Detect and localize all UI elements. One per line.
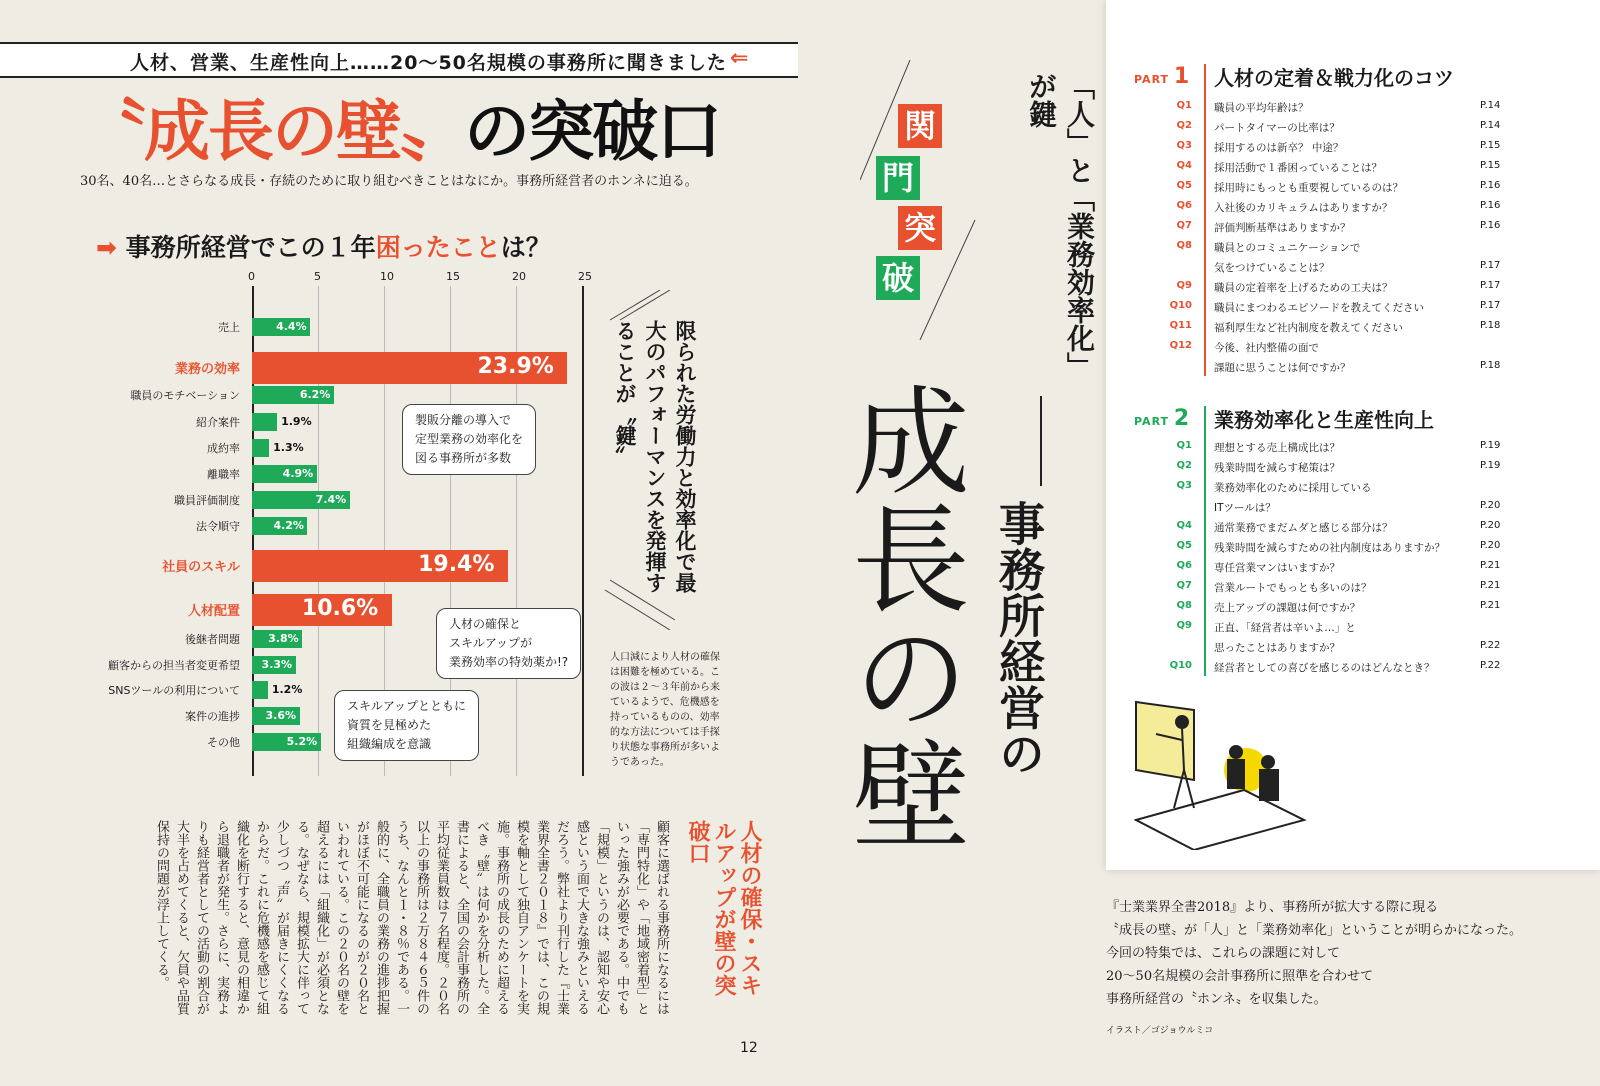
- tick-label: 20: [512, 270, 526, 283]
- question-number: Q4: [1176, 520, 1192, 531]
- bubble-line: 人材の確保と: [449, 617, 522, 631]
- question-number: Q1: [1176, 100, 1192, 111]
- question-page: P.16: [1480, 180, 1501, 191]
- question-page: P.16: [1480, 220, 1501, 231]
- question-text: 気をつけていることは？: [1214, 262, 1330, 274]
- question-page: P.18: [1480, 360, 1501, 371]
- part-number: 2: [1173, 406, 1191, 431]
- section-heading: 人材の確保・スキルアップが壁の突破口: [685, 820, 762, 996]
- summary-line: 20～50名規模の会計事務所に照準を合わせて: [1106, 969, 1374, 984]
- tick-label: 15: [446, 270, 460, 283]
- bubble-line: 製販分離の導入で: [415, 413, 512, 427]
- bar-label: 後継者問題: [185, 633, 240, 646]
- part-tag: [1134, 406, 1190, 431]
- dash-line: [1040, 396, 1042, 486]
- bar-label: 離職率: [207, 468, 240, 481]
- question-page: P.21: [1480, 600, 1501, 611]
- question-text: 売上アップの課題は何ですか？: [1214, 602, 1361, 614]
- mid-note: 人口減により人材の確保は困難を極めている。この波は２～３年前から来ているようで、危機感を持っているものの、効率的な方法については手探り状態な事務所が多いようであった。: [610, 652, 720, 768]
- chart-heading: [96, 228, 551, 264]
- question-number: Q10: [1169, 300, 1192, 311]
- chart-heading-prefix: 事務所経営でこの１年: [125, 233, 376, 262]
- question-page: P.16: [1480, 200, 1501, 211]
- summary-line: 今回の特集では、これらの課題に対して: [1106, 946, 1341, 961]
- question-text: 採用するのは新卒？ 中途？: [1214, 142, 1344, 154]
- chart-heading-suffix: は？: [500, 233, 551, 262]
- question-page: P.14: [1480, 100, 1501, 111]
- bar-value-label: 1.9%: [281, 415, 312, 428]
- bar-label: 成約率: [207, 442, 240, 455]
- bar: [252, 681, 268, 699]
- part-rule: [1204, 406, 1206, 676]
- question-page: P.17: [1480, 260, 1501, 271]
- question-number: Q6: [1176, 560, 1192, 571]
- question-number: Q7: [1176, 580, 1192, 591]
- question-text: 残業時間を減らす秘策は？: [1214, 462, 1340, 474]
- question-page: P.15: [1480, 160, 1501, 171]
- question-page: P.21: [1480, 560, 1501, 571]
- question-text: 評価判断基準はありますか？: [1214, 222, 1351, 234]
- question-page: P.20: [1480, 500, 1501, 511]
- question-number: Q12: [1169, 340, 1192, 351]
- kanmon-char-3: 突: [898, 206, 942, 250]
- question-text: 今後、社内整備の面で: [1214, 342, 1319, 354]
- question-number: Q9: [1176, 280, 1192, 291]
- question-number: Q3: [1176, 480, 1192, 491]
- banner-text: 人材、営業、生産性向上……20～50名規模の事務所に聞きました: [130, 52, 727, 74]
- summary-line: 事務所経営の〝ホンネ〟を収集した。: [1106, 992, 1327, 1007]
- bar: [252, 439, 269, 457]
- bubble-line: スキルアップとともに: [347, 699, 467, 713]
- question-text: 残業時間を減らすための社内制度はありますか？: [1214, 542, 1445, 554]
- question-number: Q3: [1176, 140, 1192, 151]
- question-page: P.22: [1480, 640, 1501, 651]
- question-text: 通常業務でまだムダと感じる部分は？: [1214, 522, 1393, 534]
- body-text: 顧客に選ばれる事務所になるには「専門特化」や「地域密着型」といった強みが必要である。中でも「規模」というのは、認知や安心感という面で大きな強みといえるだろう。弊社より刊行した『士業業界全書２０１８』では、この規模を軸として独自アンケートを実施。事務所の成長のために超えるべき〝壁〟は何かを分析した。全書によると、全国の会計事務所の平均従業員数は７名程度。２０名以上の事務所は２万８４６５件のうち、なんと１・８％である。一般的に、全職員の業務の進捗把握がほぼ不可能になるのが２０名といわれている。この２０名の壁を超えるには「組織化」が必須となる。なぜなら、規模拡大に伴って少しづつ〝声〟が届きにくくなるからだ。これに危機感を感じて組織化を断行すると、意見の相違から退職者が発生。さらに、実務よりも経営者としての活動の割合が大半を占めてくると、欠員や品質保持の問題が浮上してくる。: [154, 820, 669, 1015]
- question-number: Q10: [1169, 660, 1192, 671]
- bar-label: 紹介案件: [196, 416, 240, 429]
- question-text: 福利厚生など社内制度を教えてください: [1214, 322, 1403, 334]
- bar-value-label: 7.4%: [315, 493, 347, 506]
- main-title-part2: の突破口: [464, 93, 720, 170]
- question-number: Q2: [1176, 460, 1192, 471]
- question-text: パートタイマーの比率は？: [1214, 122, 1340, 134]
- question-page: P.22: [1480, 660, 1501, 671]
- main-title: [80, 78, 720, 173]
- question-text: 入社後のカリキュラムはありますか？: [1214, 202, 1393, 214]
- bubble-line: 資質を見極めた: [347, 718, 432, 732]
- bubble-line: 業務効率の特効薬か!?: [449, 655, 569, 669]
- question-number: Q7: [1176, 220, 1192, 231]
- callout-bubble-2: [436, 608, 581, 679]
- part-title: 人材の定着＆戦力化のコツ: [1214, 66, 1454, 90]
- question-text: 採用活動で１番困っていることは？: [1214, 162, 1382, 174]
- bar-label: その他: [207, 736, 240, 749]
- bar-value-label: 3.3%: [261, 658, 293, 671]
- bar-label: 職員のモチベーション: [130, 389, 240, 402]
- bar-value-label: 10.6%: [301, 596, 379, 621]
- question-number: Q1: [1176, 440, 1192, 451]
- question-text: 理想とする売上構成比は？: [1214, 442, 1340, 454]
- bar-value-label: 3.8%: [268, 632, 299, 645]
- question-text: 課題に思うことは何ですか？: [1214, 362, 1351, 374]
- bar: [252, 413, 277, 431]
- main-title-part1: 〝成長の壁〟: [80, 93, 464, 170]
- part-tag: [1134, 64, 1190, 89]
- mid-vertical-heading: 限られた労働力と効率化で最大のパフォーマンスを発揮することが〝鍵〟: [613, 320, 698, 593]
- summary: [1106, 896, 1576, 1011]
- question-text: 職員とのコミュニケーションで: [1214, 242, 1361, 254]
- question-text: ITツールは？: [1214, 502, 1276, 514]
- question-number: Q11: [1169, 320, 1192, 331]
- management-title: 事務所経営の: [992, 500, 1046, 776]
- key-vertical-text: 「人」と「業務効率化」が鍵: [1025, 72, 1096, 380]
- question-text: 営業ルートでもっとも多いのは？: [1214, 582, 1372, 594]
- big-title: 成長の壁: [832, 380, 970, 852]
- bar-value-label: 19.4%: [418, 552, 495, 577]
- bar-label: SNSツールの利用について: [108, 684, 240, 697]
- part-label: PART: [1134, 415, 1174, 428]
- bar-chart: [0, 270, 600, 790]
- question-number: Q8: [1176, 240, 1192, 251]
- bar-label: 職員評価制度: [174, 494, 240, 507]
- question-text: 採用時にもっとも重要視しているのは？: [1214, 182, 1403, 194]
- meeting-illustration: [1134, 700, 1314, 850]
- subtitle: 30名、40名…とさらなる成長・存続のために取り組むべきことはなにか。事務所経営者のホンネに迫る。: [80, 174, 698, 189]
- bar-label: 案件の進捗: [185, 710, 240, 723]
- bar-value-label: 4.2%: [273, 519, 304, 532]
- question-page: P.19: [1480, 440, 1501, 451]
- part-title: 業務効率化と生産性向上: [1214, 408, 1434, 432]
- question-number: Q6: [1176, 200, 1192, 211]
- arrow-right-icon: ➡: [96, 233, 117, 262]
- question-number: Q5: [1176, 180, 1192, 191]
- bar-label: 業務の効率: [174, 362, 240, 377]
- question-number: Q8: [1176, 600, 1192, 611]
- part-rule: [1204, 64, 1206, 376]
- bar-value-label: 4.9%: [282, 467, 314, 480]
- grid-line: [582, 286, 584, 776]
- question-page: P.20: [1480, 520, 1501, 531]
- question-page: P.15: [1480, 140, 1501, 151]
- bar-label: 顧客からの担当者変更希望: [108, 659, 240, 672]
- question-page: P.17: [1480, 300, 1501, 311]
- question-text: 職員にまつわるエピソードを教えてください: [1214, 302, 1424, 314]
- chart-heading-highlight: 困ったこと: [375, 233, 501, 262]
- illustration-credit: イラスト／ゴジョウルミコ: [1106, 1026, 1214, 1036]
- bubble-line: 組織編成を意識: [347, 737, 432, 751]
- bubble-line: 図る事務所が多数: [415, 451, 512, 465]
- question-page: P.17: [1480, 280, 1501, 291]
- tick-label: 0: [248, 270, 255, 283]
- question-page: P.21: [1480, 580, 1501, 591]
- question-number: Q2: [1176, 120, 1192, 131]
- bar-value-label: 23.9%: [477, 354, 554, 379]
- question-page: P.19: [1480, 460, 1501, 471]
- question-page: P.18: [1480, 320, 1501, 331]
- summary-line: 『士業業界全書2018』より、事務所が拡大する際に現る: [1106, 900, 1439, 915]
- summary-line: 〝成長の壁〟が「人」と「業務効率化」ということが明らかになった。: [1106, 923, 1523, 938]
- kanmon-char-4: 破: [876, 256, 920, 300]
- arrow-left-icon: ⇐: [730, 46, 750, 71]
- question-text: 専任営業マンはいますか？: [1214, 562, 1340, 574]
- question-text: 経営者としての喜びを感じるのはどんなとき？: [1214, 662, 1435, 674]
- question-number: Q4: [1176, 160, 1192, 171]
- tick-label: 5: [314, 270, 321, 283]
- bar-value-label: 1.3%: [273, 441, 304, 454]
- top-banner: [0, 42, 798, 78]
- question-number: Q9: [1176, 620, 1192, 631]
- question-text: 職員の定着率を上げるための工夫は？: [1214, 282, 1393, 294]
- question-text: 思ったことはありますか？: [1214, 642, 1340, 654]
- bar-value-label: 1.2%: [271, 683, 303, 696]
- bubble-line: 定型業務の効率化を: [415, 432, 524, 446]
- question-text: 職員の平均年齢は？: [1214, 102, 1309, 114]
- tick-label: 25: [578, 270, 592, 283]
- question-page: P.14: [1480, 120, 1501, 131]
- kanmon-char-1: 関: [898, 104, 942, 148]
- question-text: 業務効率化のために採用している: [1214, 482, 1372, 494]
- bar-label: 人材配置: [187, 604, 240, 619]
- page-number: 12: [740, 1040, 758, 1056]
- bar-value-label: 3.6%: [265, 709, 297, 722]
- part-label: PART: [1134, 73, 1174, 86]
- bubble-line: スキルアップが: [449, 636, 533, 650]
- bar-value-label: 6.2%: [299, 388, 331, 401]
- bar-label: 売上: [218, 321, 240, 334]
- bar-label: 社員のスキル: [162, 560, 240, 575]
- bar-value-label: 4.4%: [276, 320, 307, 333]
- question-number: Q5: [1176, 540, 1192, 551]
- callout-bubble-3: [334, 690, 479, 761]
- bar-label: 法令順守: [196, 520, 240, 533]
- callout-bubble-1: [402, 404, 536, 475]
- tick-label: 10: [380, 270, 394, 283]
- question-text: 正直、「経営者は辛いよ…」と: [1214, 622, 1356, 634]
- bar-value-label: 5.2%: [286, 735, 318, 748]
- question-page: P.20: [1480, 540, 1501, 551]
- kanmon-char-2: 門: [876, 156, 920, 200]
- part-number: 1: [1173, 64, 1191, 89]
